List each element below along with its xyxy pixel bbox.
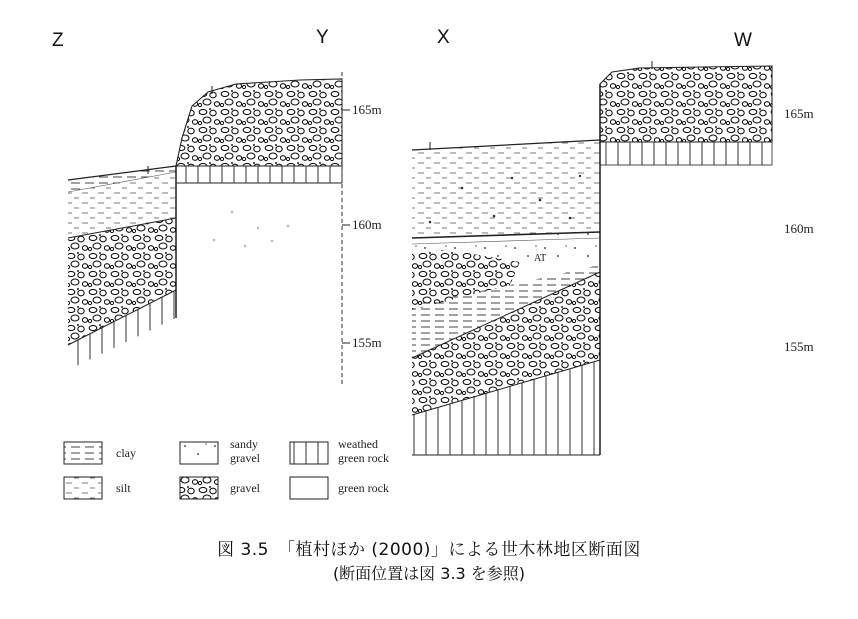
figure-caption-title: 図 3.5 「植村ほか (2000)」による世木林地区断面図: [217, 540, 641, 560]
right-upper-silt-layer: [412, 140, 600, 238]
legend-item-silt: [64, 477, 131, 499]
left-weathered-rock-band: [176, 166, 342, 183]
svg-text:gravel: gravel: [230, 451, 260, 465]
legend-item-green-rock: [290, 477, 389, 499]
svg-text:sandy: sandy: [230, 437, 258, 451]
svg-text:clay: clay: [116, 446, 136, 460]
section-label-y: Y: [316, 27, 329, 48]
left-elev-label-165: 165m: [352, 102, 382, 117]
legend-item-sandy-gravel: [180, 437, 261, 465]
left-elev-label-155: 155m: [352, 335, 382, 350]
svg-text:silt: silt: [116, 481, 131, 495]
svg-text:weathed: weathed: [338, 437, 378, 451]
right-weathered-rock-band: [600, 142, 772, 165]
right-elevation-labels: [784, 106, 814, 354]
left-cross-section: [68, 72, 382, 385]
legend-item-weathered-green-rock: [290, 437, 389, 465]
at-annotation: AT: [534, 253, 547, 264]
right-elev-label-160: 160m: [784, 221, 814, 236]
legend: [64, 437, 389, 499]
legend-item-clay: [64, 442, 136, 464]
section-label-z: Z: [52, 30, 64, 51]
left-elev-label-160: 160m: [352, 217, 382, 232]
section-label-x: X: [437, 27, 450, 48]
figure-caption-note: (断面位置は図 3.3 を参照): [332, 564, 526, 583]
svg-text:gravel: gravel: [230, 481, 260, 495]
section-label-w: W: [734, 30, 752, 51]
left-upper-gravel-terrace: [176, 79, 342, 166]
right-elev-label-165: 165m: [784, 106, 814, 121]
right-upper-gravel-terrace: [600, 66, 772, 142]
svg-text:green rock: green rock: [338, 451, 389, 465]
legend-item-gravel: [180, 477, 261, 499]
svg-text:green rock: green rock: [338, 481, 389, 495]
right-cross-section: [412, 61, 814, 455]
right-elev-label-155: 155m: [784, 339, 814, 354]
left-elevation-scale: [342, 72, 382, 385]
